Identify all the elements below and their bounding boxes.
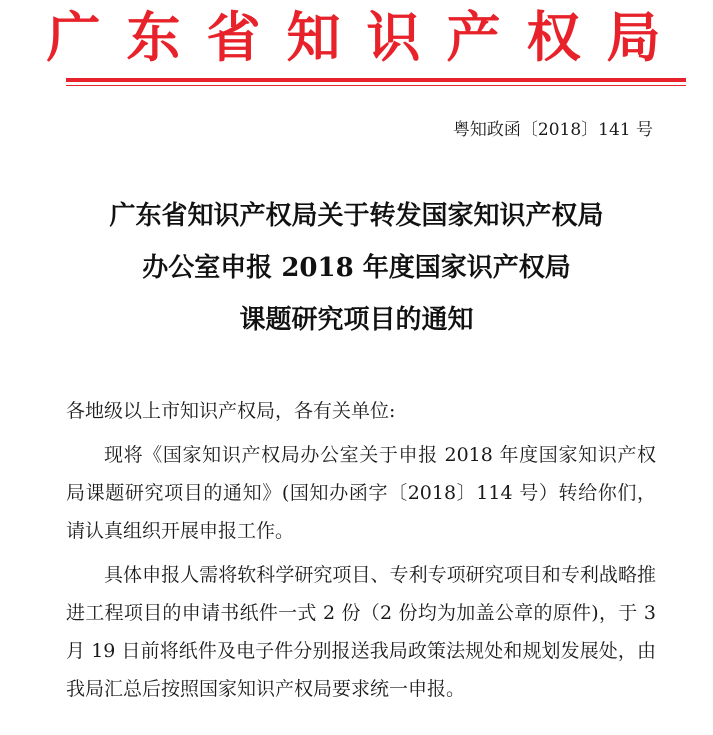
document-body [66, 392, 656, 708]
red-divider-thick [66, 78, 686, 82]
issuer-masthead: 广东省知识产权局 [46, 6, 687, 69]
red-divider-thin [66, 85, 686, 86]
title-line-1: 广东省知识产权局关于转发国家知识产权局 [109, 201, 604, 231]
document-number: 粤知政函〔2018〕141 号 [452, 120, 653, 140]
title-line-2: 办公室申报 2018 年度国家识产权局 [142, 253, 571, 283]
title-line-3: 课题研究项目的通知 [239, 305, 474, 335]
document-title [0, 190, 713, 346]
addressee: 各地级以上市知识产权局，各有关单位: [66, 400, 396, 422]
paragraph-forwarding-notice: 现将《国家知识产权局办公室关于申报 2018 年度国家知识产权局课题研究项目的通知》(国知办函字〔2018〕114 号）转给你们，请认真组织开展申报工作。 [66, 444, 656, 542]
paragraph-submission-requirements: 具体申报人需将软科学研究项目、专利专项研究项目和专利战略推进工程项目的申请书纸件一式 2 份（2 份均为加盖公章的原件)，于 3 月 19 日前将纸件及电子件分别报送我局政策法规处和规划发展处，由我局汇总后按照国家知识产权局要求统一申报。 [66, 564, 656, 700]
